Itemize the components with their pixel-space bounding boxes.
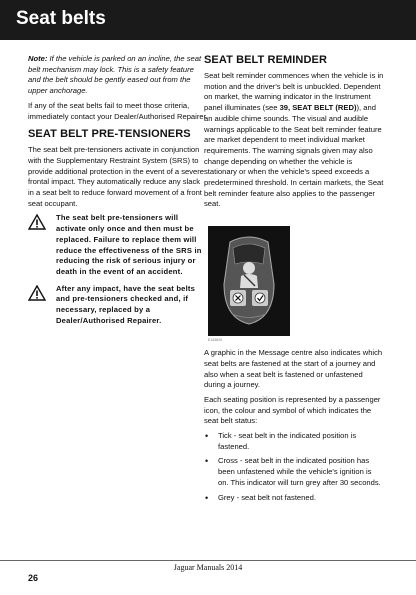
reminder-reference: 39, SEAT BELT (RED) <box>279 103 357 113</box>
graphic-paragraph: A graphic in the Message centre also indicates which seat belts are fastened at the start of a journey and also when a seat belt is fastened or unfastened during a journey. <box>204 348 383 390</box>
pretensioners-paragraph: The seat belt pre-tensioners activate in conjunction with the Supplementary Restraint System (SRS) to provide additional protection in the event of a severe frontal impact. They automatically reduce any slack in a seat belt to reduce forward movement of a front seat occupant. <box>28 145 205 208</box>
reminder-text-b: ), and an audible chime sounds. The visual and audible warnings applicable to the Seat belt reminder feature are market dependent to meet individual market requirements. The warning signals given may also change depending on whether the vehicle is stationary or when the vehicle's speed exceeds a predetermined threshold. In certain markets, the Seat belt reminder feature also applies to the passenger seat. <box>204 103 384 209</box>
warning-text-2: After any impact, have the seat belts and pre-tensioners checked and, if necessary, replaced by a Dealer/Authorised Repairer. <box>56 283 196 325</box>
car-topview-icon <box>208 226 290 336</box>
page-header <box>0 0 416 40</box>
warning-triangle-icon <box>28 285 46 301</box>
note-paragraph <box>28 54 208 97</box>
manual-name: Jaguar Manuals 2014 <box>173 563 243 572</box>
reminder-paragraph <box>204 71 384 210</box>
left-column <box>28 54 208 332</box>
figure-code: E144620 <box>208 338 223 343</box>
seat-belt-status-graphic <box>208 226 290 336</box>
list-item: • Grey - seat belt not fastened. <box>204 493 384 504</box>
page-title: Seat belts <box>16 8 106 29</box>
criteria-paragraph: If any of the seat belts fail to meet those criteria, immediately contact your Dealer/Authorised Repairer. <box>28 100 208 121</box>
status-list <box>204 431 384 503</box>
note-text: If the vehicle is parked on an incline, the seat belt mechanism may lock. This is a safety feature and the belt should be gently eased out from the upper anchorage. <box>28 54 202 96</box>
warning-block-2 <box>28 284 208 327</box>
warning-triangle-icon <box>28 214 46 230</box>
page-footer <box>0 560 416 595</box>
pretensioners-heading: SEAT BELT PRE-TENSIONERS <box>28 128 191 141</box>
warning-block-1 <box>28 213 208 277</box>
page-number: 26 <box>28 573 39 583</box>
list-item: • Tick - seat belt in the indicated position is fastened. <box>204 431 384 452</box>
right-column <box>204 54 384 507</box>
note-label: Note: <box>28 54 48 63</box>
reminder-text-a: Seat belt reminder commences when the vehicle is in motion and the driver's belt is unbuckled. Dependent on market, the warning indicator in the Instrument panel illuminates (see <box>204 71 384 113</box>
list-item: • Cross - seat belt in the indicated position has been unfastened while the vehicle's ignition is on. This indicator will turn grey after 30 seconds. <box>204 456 384 488</box>
warning-text-1: The seat belt pre-tensioners will activate only once and then must be replaced. Failure to replace them will reduce the effectiveness of the SRS in reducing the risk of serious injury or death in the event of an accident. <box>56 213 202 276</box>
reminder-heading: SEAT BELT REMINDER <box>204 54 328 66</box>
seating-paragraph: Each seating position is represented by a passenger icon, the colour and symbol of which indicates the seat belt status: <box>204 394 381 426</box>
